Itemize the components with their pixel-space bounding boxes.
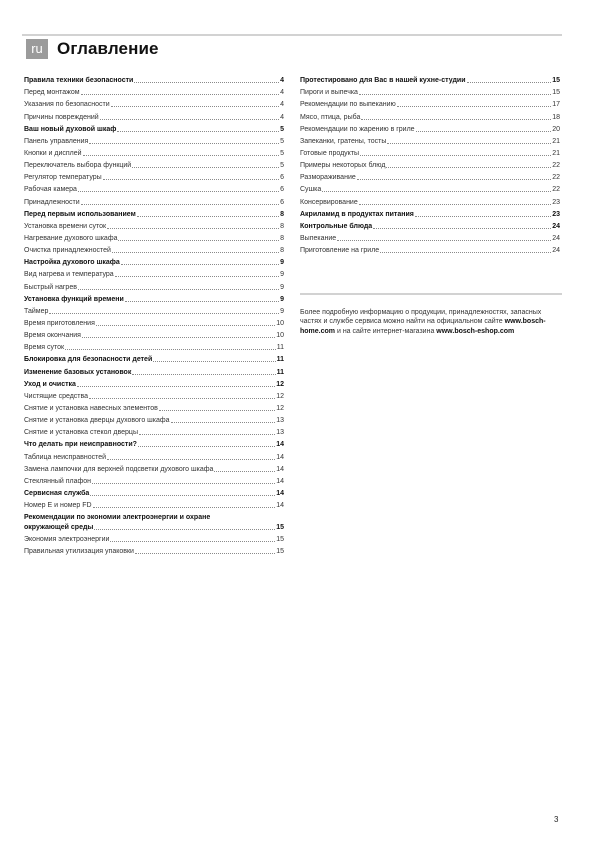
toc-entry-title: Приготовление на гриле: [300, 247, 380, 255]
toc-leader-dots: [132, 167, 279, 168]
toc-entry[interactable]: [24, 170, 284, 182]
toc-page-number: 11: [276, 344, 284, 352]
toc-entry-title: Указания по безопасности: [24, 101, 110, 109]
toc-entry[interactable]: [24, 340, 284, 352]
toc-leader-dots: [100, 119, 279, 120]
toc-entry-title: Кнопки и дисплей: [24, 149, 82, 157]
toc-leader-dots: [77, 386, 275, 387]
toc-leader-dots: [135, 553, 275, 554]
toc-page-number: 4: [280, 89, 284, 97]
toc-entry-title: Время окончания: [24, 332, 81, 340]
toc-entry[interactable]: [300, 243, 560, 255]
toc-entry[interactable]: [24, 97, 284, 109]
toc-page-number: 8: [280, 234, 284, 242]
toc-leader-dots: [112, 252, 279, 253]
toc-entry-section[interactable]: [24, 207, 284, 219]
toc-page-number: 12: [276, 392, 284, 400]
toc-leader-dots: [49, 313, 279, 314]
info-text-1: Более подробную информацию о продукции, принадлежностях, запасных частях и службе сервиса можно найти на официальном сайте: [300, 309, 542, 326]
toc-page-number: 24: [552, 234, 560, 242]
toc-entry[interactable]: [300, 134, 560, 146]
toc-leader-dots: [134, 82, 279, 83]
toc-page-number: 15: [276, 536, 284, 544]
toc-entry-section[interactable]: [24, 292, 284, 304]
toc-leader-dots: [93, 507, 276, 508]
toc-entry-section[interactable]: [24, 377, 284, 389]
toc-entry-section[interactable]: [300, 219, 560, 231]
toc-page-number: 10: [276, 319, 284, 327]
toc-entry-title-cont: окружающей среды: [24, 524, 94, 532]
toc-entry[interactable]: [24, 85, 284, 97]
toc-leader-dots: [138, 446, 275, 447]
toc-entry[interactable]: [24, 134, 284, 146]
toc-entry-title: Принадлежности: [24, 198, 80, 206]
toc-page-number: 9: [280, 271, 284, 279]
toc-entry[interactable]: [24, 498, 284, 510]
toc-page-number: 23: [552, 198, 560, 206]
toc-entry[interactable]: [24, 413, 284, 425]
toc-entry-title: Время суток: [24, 344, 65, 352]
toc-page-number: 6: [280, 198, 284, 206]
toc-entry-title: Рекомендации по выпеканию: [300, 101, 396, 109]
toc-leader-dots: [386, 167, 551, 168]
toc-entry[interactable]: [24, 328, 284, 340]
toc-leader-dots: [360, 155, 551, 156]
toc-leader-dots: [78, 191, 279, 192]
toc-page-number: 20: [552, 125, 560, 133]
toc-leader-dots: [132, 374, 275, 375]
toc-entry-title: Нагревание духового шкафа: [24, 234, 118, 242]
toc-leader-dots: [89, 143, 279, 144]
toc-leader-dots: [82, 337, 275, 338]
toc-page-number: 8: [280, 210, 284, 218]
toc-page-number: 11: [276, 356, 284, 364]
toc-page-number: 24: [552, 222, 560, 230]
toc-page-number: 8: [280, 222, 284, 230]
toc-entry[interactable]: [24, 449, 284, 461]
toc-leader-dots: [81, 94, 280, 95]
toc-entry-title: Установка времени суток: [24, 222, 107, 230]
toc-entry[interactable]: [300, 158, 560, 170]
toc-page-number: 5: [280, 162, 284, 170]
toc-leader-dots: [214, 471, 275, 472]
toc-entry-title: Консервирование: [300, 198, 358, 206]
link-bosch-home[interactable]: www.bosch-home.com: [300, 318, 546, 335]
toc-leader-dots: [92, 483, 275, 484]
toc-entry-title: Перед монтажом: [24, 89, 80, 97]
toc-entry[interactable]: [300, 85, 560, 97]
toc-entry[interactable]: [24, 267, 284, 279]
toc-entry-section[interactable]: [24, 352, 284, 364]
toc-page-number: 21: [552, 149, 560, 157]
toc-entry-title: Чистящие средства: [24, 392, 89, 400]
toc-page-number: 14: [276, 465, 284, 473]
toc-entry[interactable]: [24, 532, 284, 544]
toc-entry-title: Причины повреждений: [24, 113, 99, 121]
toc-entry[interactable]: [24, 219, 284, 231]
toc-entry-title: Замена лампочки для верхней подсветки духового шкафа: [24, 465, 214, 473]
toc-leader-dots: [322, 191, 551, 192]
toc-page-number: 22: [552, 174, 560, 182]
toc-entry-title: Снятие и установка дверцы духового шкафа: [24, 417, 170, 425]
info-text-2: и на сайте интернет-магазина: [335, 327, 437, 335]
toc-leader-dots: [90, 495, 275, 496]
toc-page-number: 14: [276, 477, 284, 485]
toc-entry-section[interactable]: [24, 486, 284, 498]
toc-entry-title: Выпекание: [300, 234, 337, 242]
toc-page-number: 24: [552, 247, 560, 255]
toc-entry-line: [24, 522, 284, 532]
toc-entry-title: Сервисная служба: [24, 489, 90, 497]
toc-entry-title: Готовые продукты: [300, 149, 360, 157]
toc-entry-title: Номер E и номер FD: [24, 502, 92, 510]
toc-entry-title: Снятие и установка стекол дверцы: [24, 429, 138, 437]
toc-entry-section[interactable]: [24, 437, 284, 449]
toc-page-number: 9: [280, 307, 284, 315]
toc-entry-title: Вид нагрева и температура: [24, 271, 114, 279]
toc-leader-dots: [467, 82, 552, 83]
toc-entry-title: Стеклянный плафон: [24, 477, 91, 485]
toc-leader-dots: [96, 325, 275, 326]
toc-leader-dots: [115, 276, 279, 277]
toc-page-number: 13: [276, 429, 284, 437]
toc-entry[interactable]: [24, 158, 284, 170]
toc-entry-section[interactable]: [24, 73, 284, 85]
toc-page-number: 5: [280, 149, 284, 157]
toc-leader-dots: [121, 264, 279, 265]
toc-page-number: 14: [276, 489, 284, 497]
toc-entry-section[interactable]: [300, 207, 560, 219]
toc-leader-dots: [117, 131, 279, 132]
toc-entry-title: Контрольные блюда: [300, 222, 373, 230]
toc-page-number: 9: [280, 295, 284, 303]
toc-entry-title: Мясо, птица, рыба: [300, 113, 361, 121]
toc-leader-dots: [125, 301, 279, 302]
toc-entry[interactable]: [300, 231, 560, 243]
toc-leader-dots: [387, 143, 551, 144]
toc-entry[interactable]: [300, 170, 560, 182]
toc-leader-dots: [81, 204, 279, 205]
toc-entry[interactable]: [300, 97, 560, 109]
info-paragraph: [300, 308, 562, 336]
toc-page-number: 9: [280, 283, 284, 291]
toc-entry-title: Правила техники безопасности: [24, 77, 134, 85]
toc-entry-title: Пироги и выпечка: [300, 89, 358, 97]
toc-leader-dots: [111, 106, 279, 107]
toc-page-number: 6: [280, 186, 284, 194]
toc-page-number: 23: [552, 210, 560, 218]
toc-entry-title: Экономия электроэнергии: [24, 536, 110, 544]
toc-left-column: [24, 73, 284, 556]
toc-entry-title: Изменение базовых установок: [24, 368, 132, 376]
toc-page-number: 4: [280, 77, 284, 85]
toc-page-number: 11: [276, 368, 284, 376]
toc-page-number: 10: [276, 332, 284, 340]
language-badge: ru: [26, 39, 48, 59]
toc-entry-title: Снятие и установка навесных элементов: [24, 404, 158, 412]
toc-entry[interactable]: [24, 243, 284, 255]
header: [26, 38, 159, 60]
toc-page-number: 15: [552, 89, 560, 97]
toc-entry[interactable]: [24, 316, 284, 328]
toc-entry-title: Регулятор температуры: [24, 174, 102, 182]
toc-page-number: 13: [276, 417, 284, 425]
toc-entry-title: Протестировано для Вас в нашей кухне-студии: [300, 77, 466, 85]
toc-page-number: 15: [552, 77, 560, 85]
toc-entry[interactable]: [24, 231, 284, 243]
toc-entry[interactable]: [24, 389, 284, 401]
toc-entry-title: Очистка принадлежностей: [24, 247, 111, 255]
toc-entry-title: Рекомендации по жарению в гриле: [300, 125, 415, 133]
page-title: Оглавление: [57, 39, 159, 58]
page-number: 3: [554, 815, 559, 824]
toc-leader-dots: [118, 240, 279, 241]
toc-entry-section[interactable]: [24, 255, 284, 267]
toc-entry[interactable]: [24, 462, 284, 474]
toc-page-number: 4: [280, 101, 284, 109]
toc-entry-section[interactable]: [24, 122, 284, 134]
toc-page-number: 17: [552, 101, 560, 109]
toc-page-number: 15: [276, 524, 284, 532]
toc-entry-section[interactable]: [24, 364, 284, 376]
toc-leader-dots: [89, 398, 275, 399]
toc-page-number: 8: [280, 247, 284, 255]
toc-entry-title: Таблица неисправностей: [24, 453, 107, 461]
toc-entry[interactable]: [24, 109, 284, 121]
toc-leader-dots: [397, 106, 551, 107]
toc-entry[interactable]: [24, 182, 284, 194]
toc-leader-dots: [159, 410, 275, 411]
toc-leader-dots: [139, 434, 275, 435]
toc-page-number: 18: [552, 113, 560, 121]
toc-entry-title: Запеканки, гратены, тосты: [300, 137, 387, 145]
toc-entry[interactable]: [24, 146, 284, 158]
toc-entry-title: Правильная утилизация упаковки: [24, 548, 134, 556]
toc-entry-title: Примеры некоторых блюд: [300, 162, 386, 170]
toc-entry[interactable]: [300, 182, 560, 194]
toc-page-number: 14: [276, 502, 284, 510]
toc-entry[interactable]: [24, 544, 284, 556]
toc-entry-title: Ваш новый духовой шкаф: [24, 125, 117, 133]
toc-entry[interactable]: [24, 425, 284, 437]
toc-entry-title: Быстрый нагрев: [24, 283, 77, 291]
toc-entry-title: Настройка духового шкафа: [24, 259, 120, 267]
toc-entry-title: Уход и очистка: [24, 380, 76, 388]
toc-entry-title: Рабочая камера: [24, 186, 77, 194]
toc-page-number: 5: [280, 125, 284, 133]
toc-leader-dots: [359, 94, 551, 95]
toc-leader-dots: [357, 179, 551, 180]
toc-leader-dots: [337, 240, 551, 241]
toc-entry-title: Перед первым использованием: [24, 210, 136, 218]
toc-page-number: 14: [276, 441, 284, 449]
toc-entry-section[interactable]: [24, 510, 284, 532]
toc-leader-dots: [110, 541, 275, 542]
toc-page-number: 4: [280, 113, 284, 121]
toc-entry[interactable]: [24, 401, 284, 413]
toc-leader-dots: [65, 349, 276, 350]
toc-page-number: 15: [276, 548, 284, 556]
header-rule: [22, 34, 562, 36]
toc-entry[interactable]: [300, 122, 560, 134]
link-bosch-eshop[interactable]: www.bosch-eshop.com: [436, 327, 515, 335]
toc-leader-dots: [103, 179, 279, 180]
toc-page-number: 14: [276, 453, 284, 461]
toc-entry-title: Что делать при неисправности?: [24, 441, 137, 449]
toc-entry[interactable]: [24, 304, 284, 316]
toc-leader-dots: [373, 228, 551, 229]
info-separator: [300, 293, 562, 295]
toc-entry-title: Акриламид в продуктах питания: [300, 210, 414, 218]
toc-entry-title: Установка функций времени: [24, 295, 124, 303]
toc-leader-dots: [107, 459, 275, 460]
toc-page-number: 12: [276, 404, 284, 412]
toc-entry-title: Размораживание: [300, 174, 356, 182]
toc-entry-title: Блокировка для безопасности детей: [24, 356, 153, 364]
toc-page-number: 12: [276, 380, 284, 388]
toc-leader-dots: [416, 131, 552, 132]
toc-entry[interactable]: [24, 194, 284, 206]
toc-page-number: 22: [552, 162, 560, 170]
toc-leader-dots: [94, 529, 275, 530]
toc-entry-title: Панель управления: [24, 137, 89, 145]
toc-leader-dots: [415, 216, 551, 217]
toc-page-number: 21: [552, 137, 560, 145]
toc-entry-title: Время приготовления: [24, 319, 95, 327]
toc-right-column: [300, 73, 560, 255]
toc-page-number: 9: [280, 259, 284, 267]
toc-entry[interactable]: [24, 474, 284, 486]
toc-entry-section[interactable]: [300, 73, 560, 85]
toc-entry-title: Таймер: [24, 307, 49, 315]
toc-entry-title: Сушка: [300, 186, 322, 194]
toc-leader-dots: [361, 119, 551, 120]
toc-entry[interactable]: [24, 279, 284, 291]
toc-leader-dots: [107, 228, 279, 229]
toc-leader-dots: [171, 422, 276, 423]
toc-page-number: 6: [280, 174, 284, 182]
toc-leader-dots: [78, 289, 279, 290]
toc-leader-dots: [153, 361, 275, 362]
toc-entry[interactable]: [300, 146, 560, 158]
toc-entry[interactable]: [300, 109, 560, 121]
toc-leader-dots: [380, 252, 551, 253]
toc-entry-title: Рекомендации по экономии электроэнергии и охране: [24, 514, 211, 522]
toc-leader-dots: [83, 155, 280, 156]
toc-leader-dots: [137, 216, 279, 217]
toc-leader-dots: [359, 204, 551, 205]
toc-page-number: 5: [280, 137, 284, 145]
toc-entry-title: Переключатель выбора функций: [24, 162, 132, 170]
toc-page-number: 22: [552, 186, 560, 194]
toc-entry[interactable]: [300, 194, 560, 206]
